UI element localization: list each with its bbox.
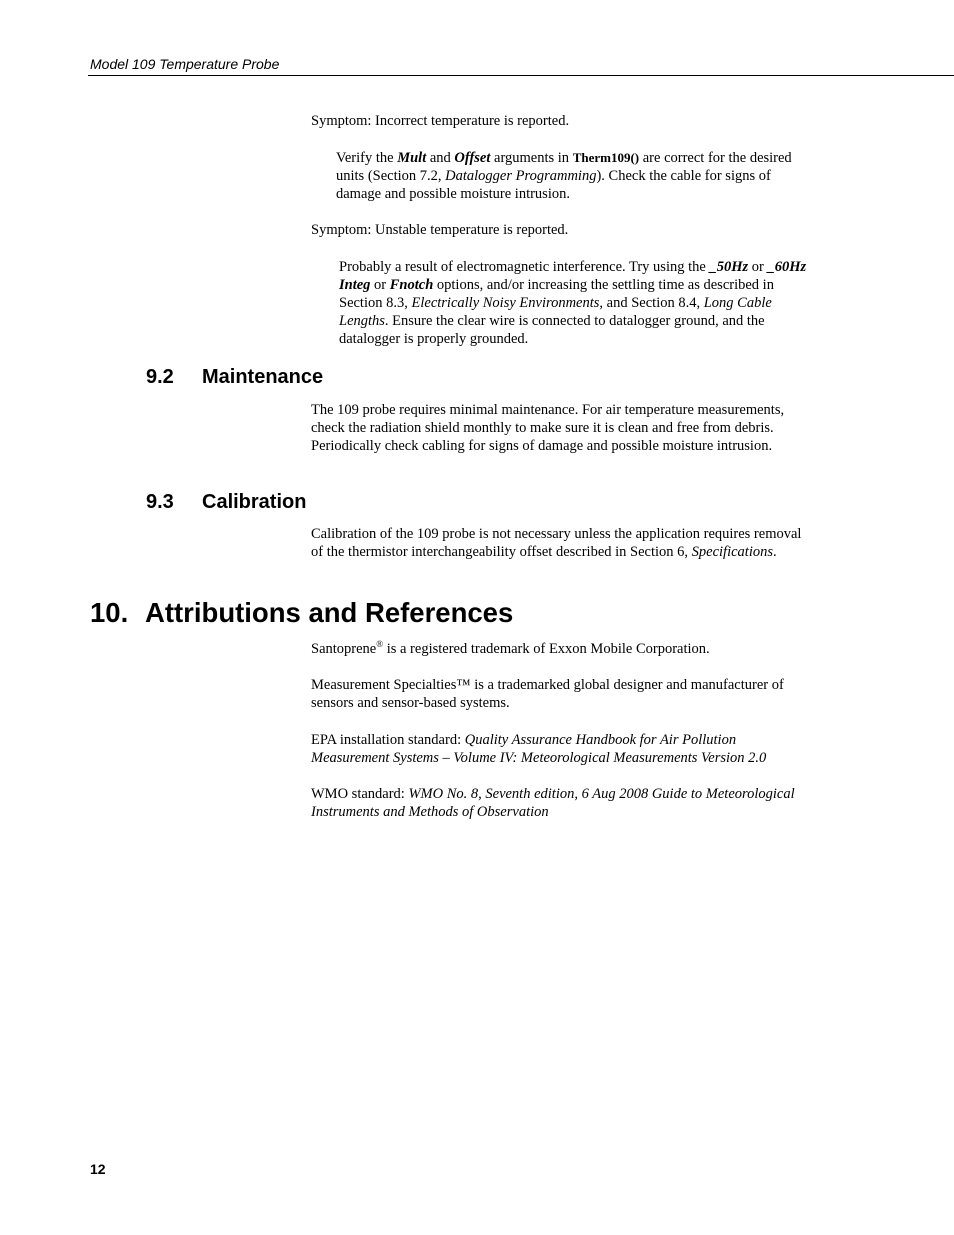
symptom-unstable-temperature: Symptom: Unstable temperature is reported. [311, 222, 569, 238]
epa-handbook-ref: Quality Assurance Handbook for Air Pollution Measurement Systems – Volume IV: Meteorological Measurements Version 2.0 [311, 732, 767, 766]
calibration-section-number: 9.3 [146, 491, 174, 513]
page-number: 12 [90, 1161, 106, 1177]
option-fnotch: Fnotch [389, 277, 434, 293]
therm109-instruction: Therm109() [572, 150, 640, 165]
fix2-text-2: or [748, 259, 768, 275]
header-title: Model 109 Temperature Probe [90, 56, 280, 72]
fix1-text-1: Verify the [336, 150, 398, 166]
attributions-heading [90, 597, 513, 629]
calibration-text [311, 525, 811, 561]
registered-mark: ® [376, 639, 384, 650]
offset-argument: Offset [454, 150, 491, 166]
fix1-text-5: ). Check the cable for signs of damage and possible moisture intrusion. [336, 168, 771, 202]
option-60hz-integ: _60Hz Integ [339, 259, 807, 293]
symptom-incorrect-temperature: Symptom: Incorrect temperature is reported. [311, 113, 570, 129]
fix-unstable-temperature [339, 258, 811, 348]
epa-standard-text [311, 731, 811, 767]
fix2-text-4: options, and/or increasing the settling time as described in Section 8.3, [339, 277, 774, 311]
fix1-text-4: are correct for the desired units (Section 7.2, [336, 150, 792, 184]
long-cable-lengths-ref: Long Cable Lengths [339, 295, 772, 329]
maintenance-section-number: 9.2 [146, 366, 174, 388]
wmo-label: WMO standard: [311, 786, 409, 802]
fix2-text-3: or [370, 277, 390, 293]
calibration-heading [146, 491, 306, 514]
wmo-guide-ref: WMO No. 8, Seventh edition, 6 Aug 2008 Guide to Meteorological Instruments and Methods of Observation [311, 786, 795, 820]
santoprene-text [311, 640, 811, 658]
mult-argument: Mult [397, 150, 427, 166]
fix-incorrect-temperature [336, 149, 811, 203]
attributions-title: Attributions and References [145, 597, 514, 628]
page-header [88, 55, 954, 76]
fix2-text-5: , and Section 8.4, [599, 295, 704, 311]
wmo-standard-text [311, 785, 811, 821]
calibration-title: Calibration [202, 491, 307, 513]
calibration-text-2: . [773, 544, 777, 560]
measurement-specialties-text: Measurement Specialties™ is a trademarked global designer and manufacturer of sensors and sensor-based systems. [311, 677, 784, 711]
maintenance-text: The 109 probe requires minimal maintenance. For air temperature measurements, check the radiation shield monthly to make sure it is clean and free from debris. Periodically check cabling for signs of damage and possible moisture intrusion. [311, 402, 785, 454]
calibration-text-1: Calibration of the 109 probe is not necessary unless the application requires removal of the thermistor interchangeability offset described in Section 6, [311, 526, 802, 560]
option-50hz: _50Hz [709, 259, 749, 275]
fix2-text-1: Probably a result of electromagnetic interference. Try using the [339, 259, 710, 275]
fix1-text-3: arguments in [490, 150, 573, 166]
maintenance-title: Maintenance [202, 366, 324, 388]
fix1-text-2: and [426, 150, 455, 166]
fix2-text-6: . Ensure the clear wire is connected to datalogger ground, and the datalogger is properly grounded. [339, 313, 765, 347]
attributions-section-number: 10. [90, 597, 129, 628]
santoprene-desc: is a registered trademark of Exxon Mobile Corporation. [383, 641, 710, 657]
noisy-environments-ref: Electrically Noisy Environments [411, 295, 600, 311]
santoprene-name: Santoprene [311, 641, 377, 657]
datalogger-programming-ref: Datalogger Programming [445, 168, 597, 184]
specifications-ref: Specifications [691, 544, 773, 560]
maintenance-heading [146, 366, 323, 389]
epa-label: EPA installation standard: [311, 732, 465, 748]
